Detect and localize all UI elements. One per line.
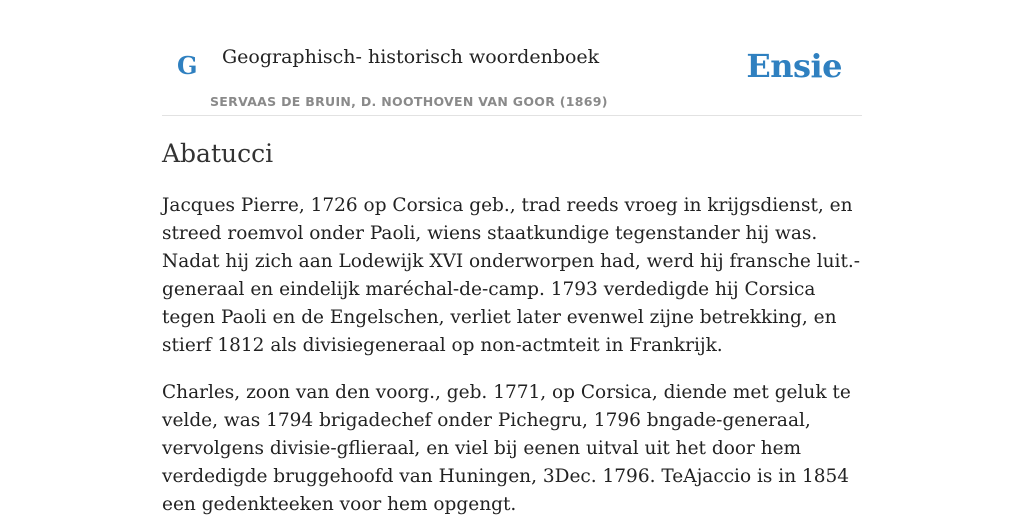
book-logo-icon[interactable]: G <box>177 51 198 80</box>
page-container <box>162 0 862 515</box>
book-title-link[interactable]: Geographisch- historisch woordenboek <box>222 46 600 68</box>
book-author: SERVAAS DE BRUIN, D. NOOTHOVEN VAN GOOR (1869) <box>210 94 608 109</box>
entry-paragraph: Jacques Pierre, 1726 op Corsica geb., trad reeds vroeg in krijgsdienst, en streed roemvol onder Paoli, wiens staatkundige tegenstander hij was. Nadat hij zich aan Lodewijk XVI onderworpen had, werd hij fransche luit.-generaal en eindelijk maréchal-de-camp. 1793 verdedigde hij Corsica tegen Paoli en de Engelschen, verliet later evenwel zijne betrekking, en stierf 1812 als divisiegeneraal op non-actmteit in Frankrijk. <box>162 195 861 356</box>
entry-title: Abatucci <box>162 139 274 168</box>
entry-paragraph: Charles, zoon van den voorg., geb. 1771, op Corsica, diende met geluk te velde, was 1794 brigadechef onder Pichegru, 1796 bngade-generaal, vervolgens divisie-gflieraal, en viel bij eenen uitval uit het door hem verdedigde bruggehoofd van Huningen, 3Dec. 1796. TeAjaccio is in 1854 een gedenkteeken voor hem opgengt. <box>162 382 851 515</box>
ensie-logo-link[interactable]: Ensie <box>746 47 842 85</box>
header <box>162 0 862 116</box>
